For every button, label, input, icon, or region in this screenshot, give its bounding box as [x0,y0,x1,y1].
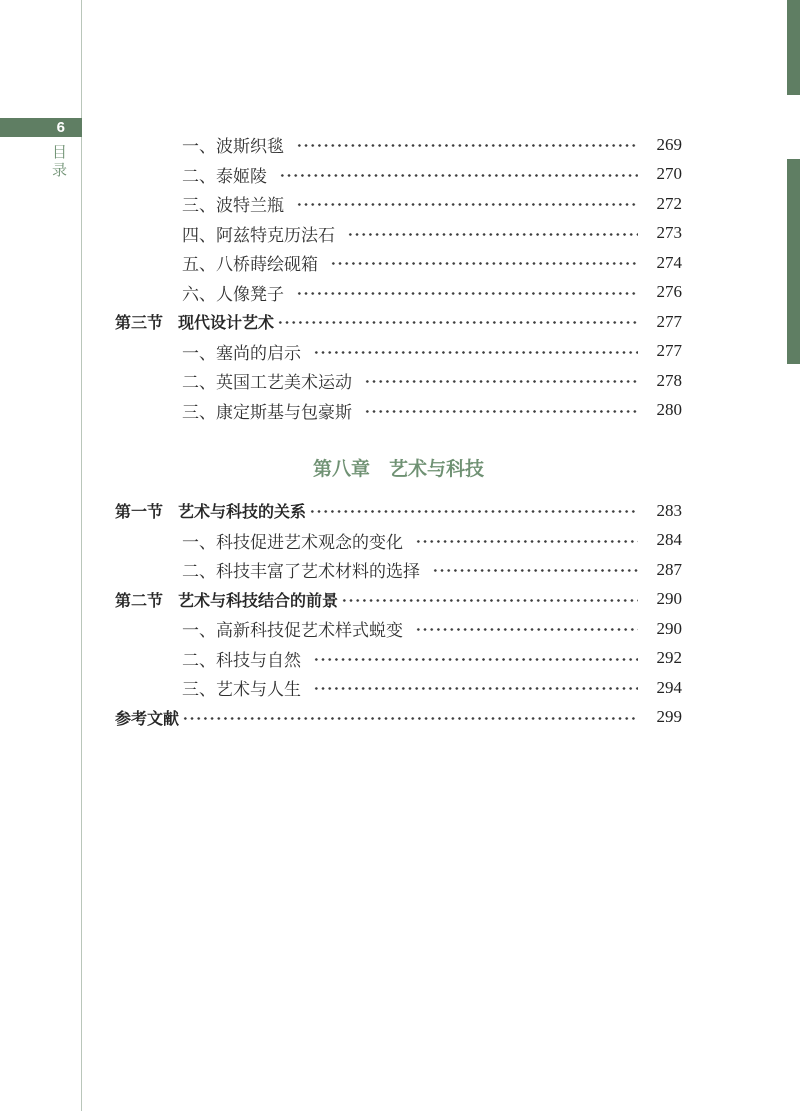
page-number: 6 [56,119,65,136]
toc-row [115,189,682,219]
dotted-leader [341,596,638,605]
section-number: 第一节 [115,504,164,522]
toc-entry-page-number: 290 [656,589,682,609]
dotted-leader [279,171,638,180]
toc-row [115,703,682,733]
toc-entry-title: 一、高新科技促艺术样式蜕变 [182,621,403,641]
page-number-badge [0,118,82,137]
toc-row [115,130,682,160]
toc-entry-page-number: 273 [656,223,682,243]
toc-entry-title: 二、科技与自然 [182,650,301,670]
toc-row [115,396,682,426]
right-accent-bar-top [787,0,800,95]
section-number: 第二节 [115,592,164,610]
toc-entry-page-number: 270 [656,164,682,184]
toc-row [115,585,682,615]
toc-row [115,337,682,367]
toc-entry-title: 一、科技促进艺术观念的变化 [182,532,403,552]
dotted-leader [296,200,638,209]
toc-row [115,496,682,526]
toc-entry-page-number: 280 [656,400,682,420]
dotted-leader [347,230,638,239]
toc-entry-title: 参考文献 [115,710,180,728]
dotted-leader [182,714,638,723]
toc-entry-title: 一、塞尚的启示 [182,343,301,363]
dotted-leader [330,259,638,268]
toc-entry-page-number: 278 [656,370,682,390]
section-number: 第三节 [115,315,164,333]
dotted-leader [277,318,638,327]
toc-entry-page-number: 299 [656,707,682,727]
sidebar-section-label: 目录 [50,144,67,180]
toc-entry-title: 艺术与科技的关系 [178,504,307,522]
toc-entry-title: 五、八桥蒔绘砚箱 [182,255,318,275]
toc-entry-page-number: 274 [656,252,682,272]
toc-entry-page-number: 284 [656,530,682,550]
right-accent-bar-bottom [787,159,800,364]
toc-entry-page-number: 272 [656,193,682,213]
toc-list [115,130,682,732]
chapter-title: 艺术与科技 [389,459,485,480]
toc-entry-title: 四、阿兹特克历法石 [182,225,335,245]
toc-entry-page-number: 287 [656,559,682,579]
left-vertical-rule [81,0,82,1111]
toc-entry-title: 二、科技丰富了艺术材料的选择 [182,562,420,582]
toc-entry-page-number: 290 [656,618,682,638]
toc-row [115,673,682,703]
chapter-heading [115,455,682,485]
toc-entry-page-number: 283 [656,500,682,520]
toc-entry-page-number: 277 [656,341,682,361]
toc-row [115,555,682,585]
toc-entry-title: 三、波特兰瓶 [182,196,284,216]
toc-entry-page-number: 277 [656,311,682,331]
toc-entry-title: 二、英国工艺美术运动 [182,373,352,393]
dotted-leader [364,407,638,416]
toc-row [115,248,682,278]
dotted-leader [415,625,638,634]
toc-entry-page-number: 294 [656,677,682,697]
toc-entry-title: 二、泰姬陵 [182,166,267,186]
toc-row [115,526,682,556]
toc-entry-page-number: 292 [656,648,682,668]
toc-entry-title: 三、艺术与人生 [182,680,301,700]
dotted-leader [313,348,638,357]
toc-row [115,366,682,396]
toc-entry-title: 六、人像凳子 [182,284,284,304]
dotted-leader [296,141,638,150]
dotted-leader [364,377,638,386]
toc-row [115,160,682,190]
toc-entry-page-number: 269 [656,134,682,154]
dotted-leader [313,655,638,664]
dotted-leader [313,684,638,693]
dotted-leader [432,566,638,575]
chapter-number: 第八章 [312,459,370,480]
toc-entry-page-number: 276 [656,282,682,302]
toc-row [115,307,682,337]
toc-entry-title: 三、康定斯基与包豪斯 [182,402,352,422]
toc-row [115,278,682,308]
toc-row [115,219,682,249]
toc-entry-title: 一、波斯织毯 [182,137,284,157]
dotted-leader [415,537,638,546]
toc-entry-title: 艺术与科技结合的前景 [178,592,339,610]
dotted-leader [296,289,638,298]
toc-row [115,614,682,644]
dotted-leader [309,507,638,516]
toc-entry-title: 现代设计艺术 [178,315,275,333]
toc-row [115,644,682,674]
